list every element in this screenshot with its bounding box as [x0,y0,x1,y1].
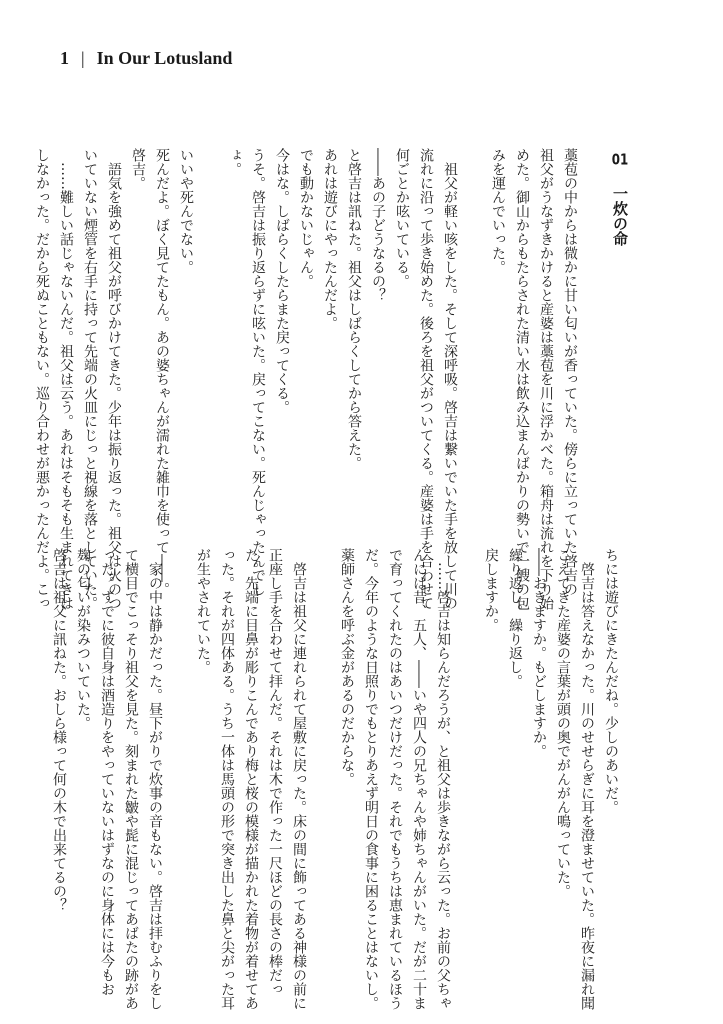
chapter-number: 01 [611,152,629,167]
text-line: めた。御山からもたらされた清い水は飲み込まんばかりの勢いで一艘の包 [514,148,530,610]
text-line: こえてきた産婆の言葉が頭の奥でがんがん鳴っていた。 [555,548,571,898]
text-line: が生やされていた。 [195,548,211,674]
text-line: いいや死んでない。 [178,148,194,274]
bottom-text-block [47,548,623,1010]
text-line: いていない煙管を右手に持って先端の火皿にじっと視線を落としていた。 [82,148,98,610]
text-line: 家の中は静かだった。昼下がりで炊事の音もない。啓吉は拝むふりをし [147,562,163,1010]
text-line: だ。今年のような日照りでもとりあえず明日の食事に困ることはないし。 [363,548,379,1010]
text-line: うそ。啓吉は振り返らずに呟いた。戻ってこない。死んじゃったんでし [250,148,266,596]
text-line: て横目でこっそり祖父を見た。刻まれた皺や髭に混じってあばたの跡があ [123,548,139,1010]
text-line: 祖父がうなずきかけると産婆は藁苞を川に浮かべた。箱舟は流れを下り始 [538,148,554,610]
text-line: みを運んでいった。 [490,148,506,274]
text-line: しなかった。だから死ぬこともない。巡り合わせが悪かったんだよ。こっ [34,148,50,610]
text-line: 啓吉は祖父に訊ねた。おしら様って何の木で出来てるの？ [51,548,67,912]
header-separator: | [81,47,85,68]
text-line: 正座し手を合わせて拝んだ。それは木で作った一尺ほどの長さの棒だっ [267,548,283,996]
text-line: 薬師さんを呼ぶ金があるのだからな。 [339,548,355,786]
text-line: 流れに沿って歩き始めた。後ろを祖父がついてくる。産婆は手を合わせて [418,148,434,610]
text-line: 今はな。しばらくしたらまた戻ってくる。 [274,148,290,414]
text-line: った。それが四体ある。うち一体は馬頭の形で突き出した鼻と尖がった耳 [219,548,235,1010]
text-line: んには昔、五人、――いや四人の兄ちゃんや姉ちゃんがいた。だが二十ま [411,548,427,1010]
text-line: ……難しい話じゃないんだ。祖父は云う。あれはそもそも生まれてきは [58,162,74,610]
text-line: 戻しますか。 [483,548,499,632]
text-line: 何ごとか呟いている。 [394,148,410,288]
paragraph-gap [455,548,479,938]
page-header [60,46,232,70]
text-line: 藁苞の中からは微かに甘い匂いが香っていた。傍らに立っていた啓吉の [562,148,578,596]
chapter-heading [606,152,634,246]
text-line: 啓吉は答えなかった。川のせせらぎに耳を澄ませていた。昨夜に漏れ聞 [579,562,595,1010]
text-line: でも動かないじゃん。 [298,148,314,288]
book-title: In Our Lotusland [96,47,233,68]
text-line: った。すでに彼自身は酒造りをやっていないはずなのに身体には今もお [99,548,115,996]
text-line: ……啓吉は知らんだろうが、と祖父は歩きながら云った。お前の父ちゃ [435,562,451,1010]
text-line: 麹の匂いが染みついていた。 [75,548,91,730]
text-line: あれは遊びにやったんだよ。 [322,148,338,330]
text-line: 啓吉。 [130,148,146,190]
text-line: 死んだよ。ぼく見てたもん。あの婆ちゃんが濡れた雑巾を使って――。 [154,148,170,596]
text-line: で育ってくれたのはあいつだけだった。それでもうちは恵まれているほう [387,548,403,1010]
text-line: と啓吉は訊ねた。祖父はしばらくしてから答えた。 [346,148,362,470]
paragraph-gap [198,148,222,505]
text-line: た。先端に目鼻が彫りこんであり梅と桜の模様が描かれた着物が着せてあ [243,548,259,1010]
text-line: ょ。 [226,148,242,176]
paragraph-gap [311,548,335,938]
text-line: 啓吉は祖父に連れられて屋敷に戻った。床の間に飾ってある神様の前に [291,562,307,1010]
text-line: 語気を強めて祖父が呼びかけてきた。少年は振り返った。祖父は火のつ [106,162,122,610]
paragraph-gap [167,548,191,938]
paragraph-gap [462,148,486,505]
chapter-title: 一炊の命 [611,186,629,247]
text-line: 繰り返し。繰り返し。 [507,548,523,688]
text-line: ――あの子どうなるの？ [370,148,386,302]
text-line: ちには遊びにきたんだね。少しのあいだ。 [603,548,619,814]
text-line: ――おきますか。もどしますか。 [531,548,547,758]
text-line: 祖父が軽い咳をした。そして深呼吸。啓吉は繋いでいた手を放して川の [442,162,458,610]
page-number: 1 [60,47,69,68]
